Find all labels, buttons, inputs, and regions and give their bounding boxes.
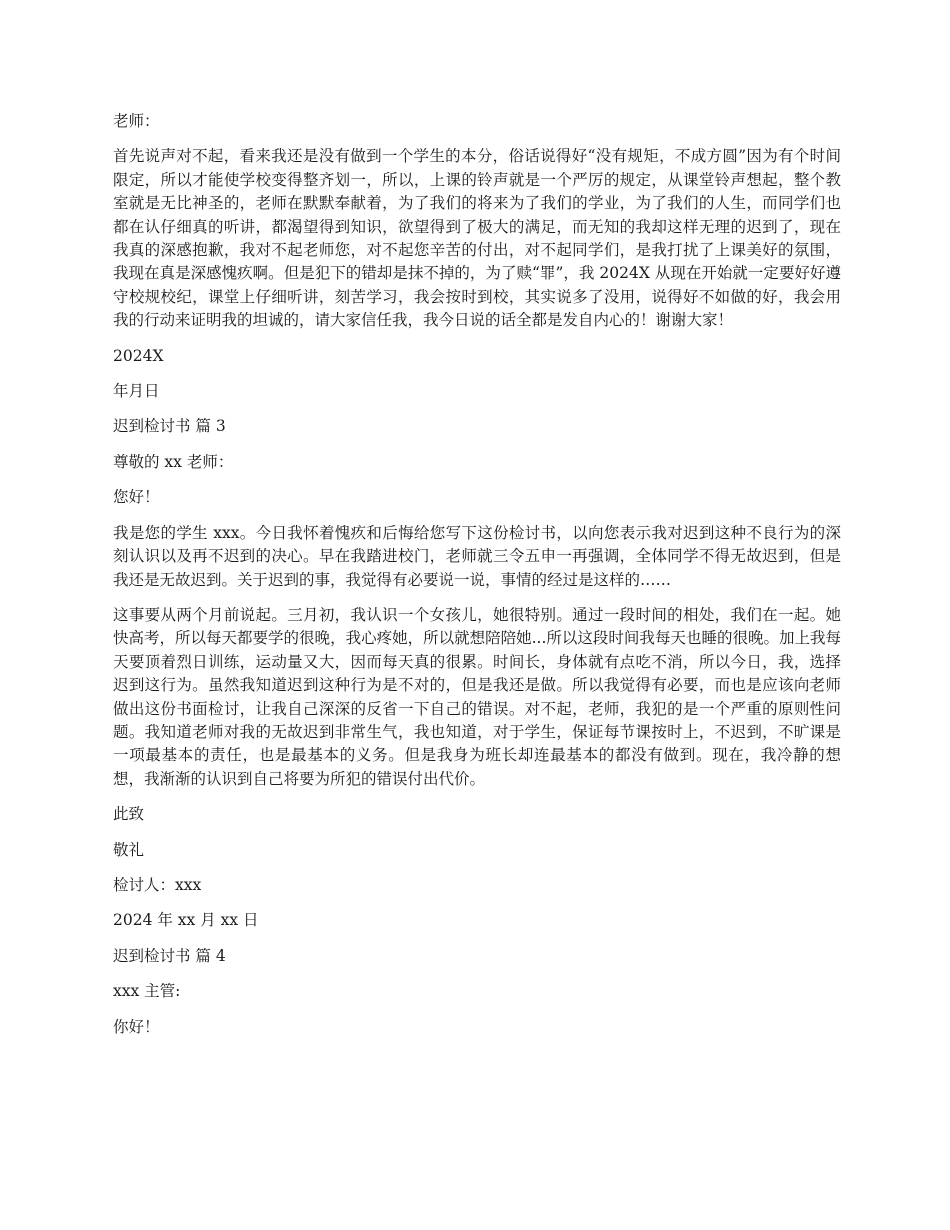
signature-year: 2024X: [113, 346, 164, 365]
body-paragraph: 我是您的学生 xxx。今日我怀着愧疚和后悔给您写下这份检讨书，以向您表示我对迟到这种不良行为的深刻认识以及再不迟到的决心。早在我踏进校门，老师就三令五申一再强调，全体同学不得无故迟到，但是我还是无故迟到。关于迟到的事，我觉得有必要说一说，事情的经过是这样的……: [113, 523, 841, 589]
section-heading: 迟到检讨书 篇 4: [113, 946, 226, 965]
closing-line: 此致: [113, 805, 145, 824]
greeting: 您好！: [113, 488, 160, 507]
signature-date: 2024 年 xx 月 xx 日: [113, 911, 259, 930]
greeting: 你好！: [113, 1017, 160, 1036]
salutation: 老师：: [113, 112, 160, 130]
closing-line: 敬礼: [113, 840, 145, 859]
salutation: 尊敬的 xx 老师：: [113, 452, 234, 471]
salutation: xxx 主管:: [113, 982, 181, 1001]
document-body: [113, 110, 841, 1051]
body-paragraph: 首先说声对不起，看来我还是没有做到一个学生的本分，俗话说得好“没有规矩，不成方圆”因为有个时间限定，所以才能使学校变得整齐划一，所以，上课的铃声就是一个严厉的规定，从课堂铃声想起，整个教室就是无比神圣的，老师在默默奉献着，为了我们的将来为了我们的学业，为了我们的人生，而同学们也都在认仔细真的听讲，都渴望得到知识，欲望得到了极大的满足，而无知的我却这样无理的迟到了，现在我真的深感抱歉，我对不起老师您，对不起您辛苦的付出，对不起同学们，是我打扰了上课美好的氛围，我现在真是深感愧疚啊。但是犯下的错却是抹不掉的，为了赎“罪”，我 2024X 从现在开始就一定要好好遵守校规校纪，课堂上仔细听讲，刻苦学习，我会按时到校，其实说多了没用，说得好不如做的好，我会用我的行动来证明我的坦诚的，请大家信任我，我今日说的话全都是发自内心的！谢谢大家！: [113, 147, 841, 330]
body-paragraph: 这事要从两个月前说起。三月初，我认识一个女孩儿，她很特别。通过一段时间的相处，我们在一起。她快高考，所以每天都要学的很晚，我心疼她，所以就想陪陪她...所以这段时间我每天也睡的很晚。加上我每天要顶着烈日训练，运动量又大，因而每天真的很累。时间长，身体就有点吃不消，所以今日，我，选择迟到这行为。虽然我知道迟到这种行为是不对的，但是我还是做。所以我觉得有必要，而也是应该向老师做出这份书面检讨，让我自己深深的反省一下自己的错误。对不起，老师，我犯的是一个严重的原则性问题。我知道老师对我的无故迟到非常生气，我也知道，对于学生，保证每节课按时上，不迟到，不旷课是一项最基本的责任，也是最基本的义务。但是我身为班长却连最基本的都没有做到。现在，我冷静的想想，我渐渐的认识到自己将要为所犯的错误付出代价。: [113, 605, 841, 788]
signature-date: 年月日: [113, 382, 160, 401]
signature-name: 检讨人：xxx: [113, 875, 202, 894]
section-heading: 迟到检讨书 篇 3: [113, 417, 226, 436]
